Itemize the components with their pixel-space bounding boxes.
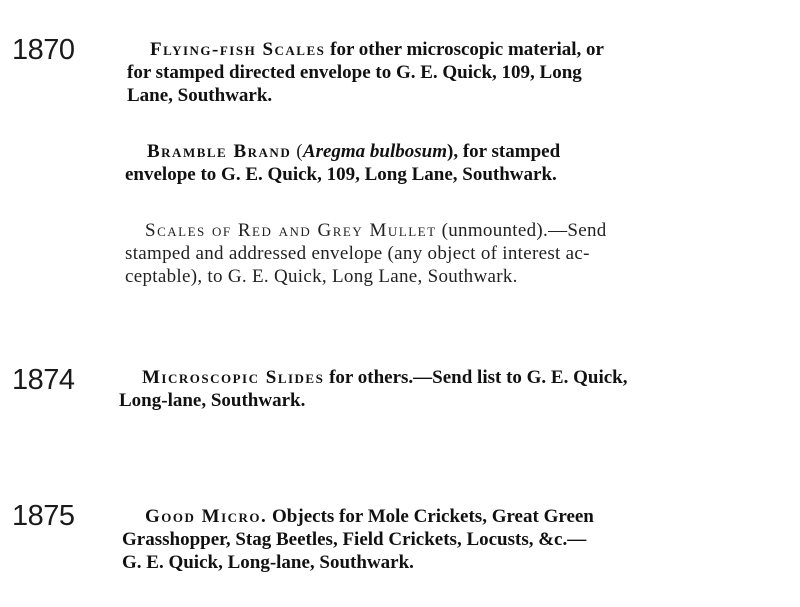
advert-line: Long-lane, Southwark. bbox=[119, 390, 306, 411]
advert-line: Grasshopper, Stag Beetles, Field Crickets, Locusts, &c.— bbox=[122, 529, 587, 550]
advert-line: stamped and addressed envelope (any object of interest ac- bbox=[125, 243, 590, 264]
advert-heading: Bramble Brand bbox=[147, 141, 292, 162]
advert-heading: Microscopic Slides bbox=[142, 367, 325, 388]
advert-line: ceptable), to G. E. Quick, Long Lane, Southwark. bbox=[125, 266, 518, 287]
advert-line bbox=[127, 38, 787, 61]
advert-line: envelope to G. E. Quick, 109, Long Lane, Southwark. bbox=[125, 164, 557, 185]
advert-text: for others.—Send list to G. E. Quick, bbox=[324, 367, 628, 388]
advert-line: G. E. Quick, Long-lane, Southwark. bbox=[122, 552, 414, 573]
advert-line bbox=[119, 366, 784, 389]
year-label-1870: 1870 bbox=[12, 34, 75, 66]
advert-heading: Scales of Red and Grey Mullet bbox=[145, 220, 437, 241]
advert-bramble-brand bbox=[125, 140, 790, 186]
advert-mullet-scales bbox=[125, 219, 787, 288]
species-name: Aregma bulbosum bbox=[302, 141, 448, 162]
advert-flying-fish-scales bbox=[127, 38, 787, 107]
advert-text: Objects for Mole Crickets, Great Green bbox=[267, 506, 594, 527]
advert-text: ( bbox=[291, 141, 303, 162]
year-label-1875: 1875 bbox=[12, 500, 75, 532]
advert-good-micro-objects bbox=[122, 505, 780, 574]
advert-line bbox=[125, 219, 787, 242]
advert-text: ), for stamped bbox=[447, 141, 561, 162]
advert-text: for other microscopic material, or bbox=[325, 39, 604, 60]
advert-text: (unmounted).—Send bbox=[436, 220, 607, 241]
advert-microscopic-slides bbox=[119, 366, 784, 412]
advert-line: for stamped directed envelope to G. E. Quick, 109, Long bbox=[127, 62, 582, 83]
advert-heading: Good Micro. bbox=[145, 506, 268, 527]
advert-line: Lane, Southwark. bbox=[127, 85, 273, 106]
advert-line bbox=[122, 505, 780, 528]
advert-heading: Flying-fish Scales bbox=[150, 39, 326, 60]
year-label-1874: 1874 bbox=[12, 364, 75, 396]
advert-line bbox=[125, 140, 790, 163]
